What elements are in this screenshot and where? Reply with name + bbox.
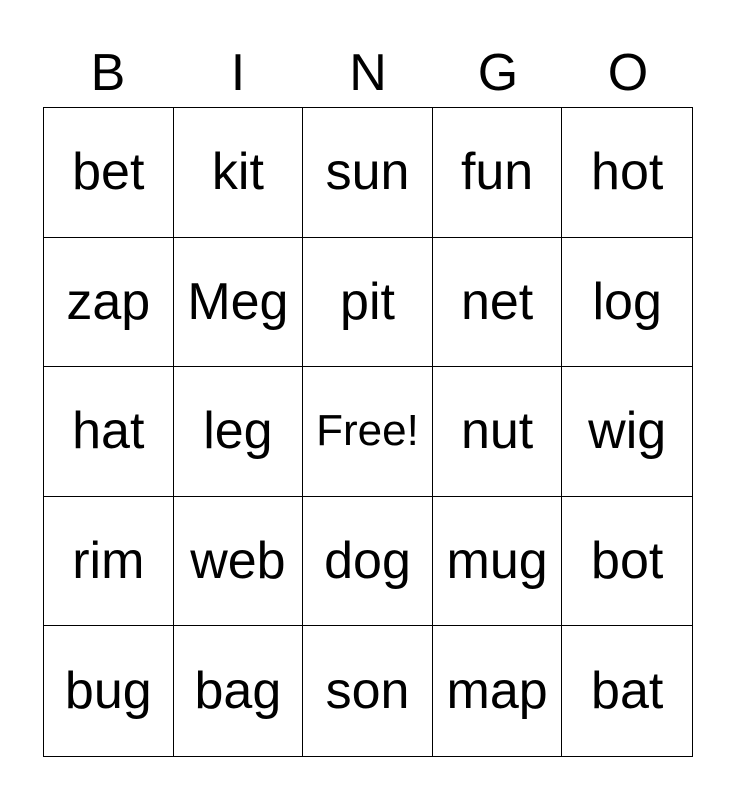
bingo-cell: fun — [433, 108, 563, 238]
bingo-cell: pit — [303, 238, 433, 368]
bingo-cell: leg — [174, 367, 304, 497]
bingo-cell: Meg — [174, 238, 304, 368]
header-letter-o: O — [607, 44, 649, 102]
header-letter-i: I — [230, 44, 246, 102]
bingo-cell: nut — [433, 367, 563, 497]
bingo-cell: zap — [44, 238, 174, 368]
bingo-cell: kit — [174, 108, 304, 238]
bingo-cell: son — [303, 626, 433, 756]
bingo-cell: mug — [433, 497, 563, 627]
bingo-cell: bat — [591, 662, 664, 721]
bingo-cell: dog — [303, 497, 433, 627]
header-letter-g: G — [477, 44, 519, 102]
bingo-grid — [43, 107, 693, 757]
bingo-cell: hat — [44, 367, 174, 497]
bingo-cell: map — [433, 626, 563, 756]
bingo-cell: wig — [562, 367, 692, 497]
bingo-cell: sun — [303, 108, 433, 238]
bingo-header — [43, 40, 693, 106]
bingo-cell: net — [433, 238, 563, 368]
bingo-cell: log — [562, 238, 692, 368]
bingo-cell: rim — [44, 497, 174, 627]
bingo-cell: hot — [562, 108, 692, 238]
bingo-cell: bot — [562, 497, 692, 627]
bingo-cell: web — [174, 497, 304, 627]
free-space-cell: Free! — [303, 367, 433, 497]
header-letter-b: B — [90, 44, 126, 102]
header-letter-n: N — [349, 44, 387, 102]
bingo-cell: bug — [44, 626, 174, 756]
bingo-cell: bag — [174, 626, 304, 756]
bingo-cell: bet — [44, 108, 174, 238]
